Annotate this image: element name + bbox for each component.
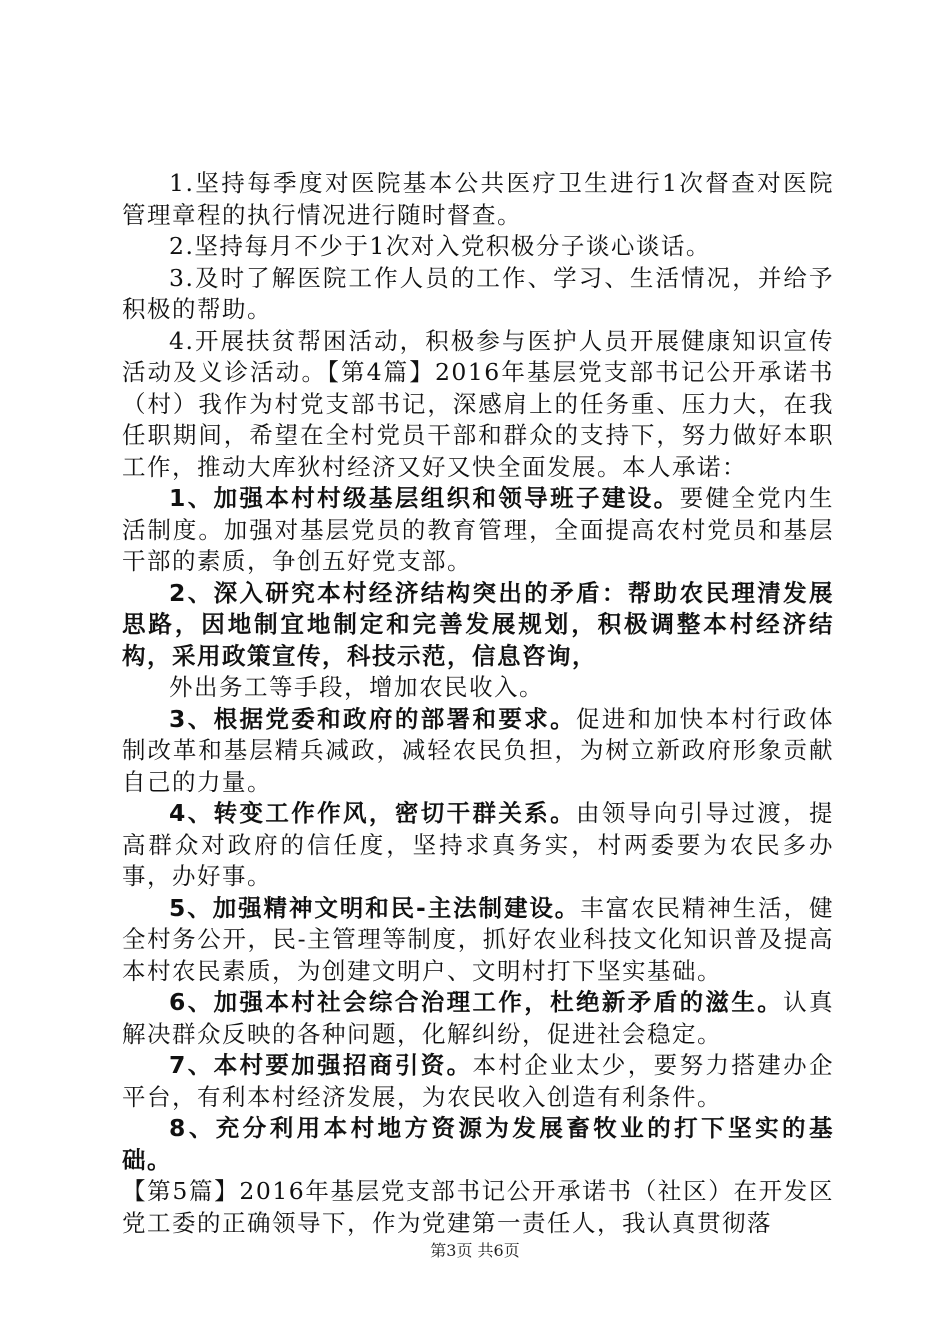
paragraph-heading: 4、转变工作作风，密切干群关系。 xyxy=(169,799,577,827)
paragraph-heading: 5、加强精神文明和民-主法制建设。 xyxy=(169,893,581,922)
paragraph xyxy=(122,704,834,799)
paragraph-text: 3.及时了解医院工作人员的工作、学习、生活情况，并给予积极的帮助。 xyxy=(122,263,834,323)
paragraph xyxy=(122,231,834,263)
paragraph-heading: 7、本村要加强招商引资。 xyxy=(169,1051,473,1079)
paragraph-text: 4.开展扶贫帮困活动，积极参与医护人员开展健康知识宣传活动及义诊活动。【第4篇】2016年基层党支部书记公开承诺书（村）我作为村党支部书记，深感肩上的任务重、压力大，在我任职期间，希望在全村党员干部和群众的支持下，努力做好本职工作，推动大库狄村经济又好又快全面发展。本人承诺： xyxy=(122,326,834,481)
paragraph-text: 2.坚持每月不少于1次对入党积极分子谈心谈话。 xyxy=(169,232,711,260)
paragraph xyxy=(122,263,834,326)
paragraph-heading: 6、加强本村社会综合治理工作，杜绝新矛盾的滋生。 xyxy=(169,988,784,1016)
paragraph xyxy=(122,672,834,704)
paragraph-text: 要健全党内生活制度。加强对基层党员的教育管理，全面提高农村党员和基层干部的素质，争创五好党支部。 xyxy=(122,484,835,575)
paragraph-text: 促进和加快本村行政体制改革和基层精兵减政，减轻农民负担，为树立新政府形象贡献自己的力量。 xyxy=(122,704,835,796)
paragraph-text: 由领导向引导过渡，提高群众对政府的信任度，坚持求真务实，村两委要为农民多办事，办好事。 xyxy=(122,799,835,890)
paragraph xyxy=(122,893,834,988)
paragraph-text: 丰富农民精神生活，健全村务公开，民-主管理等制度，抓好农业科技文化知识普及提高本村农民素质，为创建文明户、文明村打下坚实基础。 xyxy=(122,893,835,985)
paragraph-text: 外出务工等手段，增加农民收入。 xyxy=(169,673,544,701)
paragraph-heading: 3、根据党委和政府的部署和要求。 xyxy=(169,704,577,733)
paragraph-heading: 1、加强本村村级基层组织和领导班子建设。 xyxy=(169,484,680,512)
paragraph xyxy=(122,168,834,231)
paragraph xyxy=(122,987,834,1050)
paragraph-text: 【第5篇】2016年基层党支部书记公开承诺书（社区）在开发区党工委的正确领导下，作为党建第一责任人，我认真贯彻落 xyxy=(122,1177,834,1237)
paragraph-text: 1.坚持每季度对医院基本公共医疗卫生进行1次督查对医院管理章程的执行情况进行随时督查。 xyxy=(122,169,834,229)
page-footer: 第3页 共6页 xyxy=(430,1241,520,1260)
paragraph xyxy=(122,1113,834,1176)
paragraph xyxy=(122,326,834,484)
paragraph-heading: 8、充分利用本村地方资源为发展畜牧业的打下坚实的基础。 xyxy=(122,1114,834,1174)
document-body xyxy=(122,168,834,1239)
paragraph xyxy=(122,578,834,673)
paragraph-text: 认真解决群众反映的各种问题，化解纠纷，促进社会稳定。 xyxy=(122,988,834,1048)
paragraph xyxy=(122,798,834,893)
paragraph xyxy=(122,1050,834,1113)
paragraph-text: 本村企业太少，要努力搭建办企平台，有利本村经济发展，为农民收入创造有利条件。 xyxy=(122,1051,834,1111)
paragraph xyxy=(122,483,834,578)
paragraph xyxy=(122,1176,834,1239)
paragraph-heading: 2、深入研究本村经济结构突出的矛盾：帮助农民理清发展思路，因地制宜地制定和完善发展规划，积极调整本村经济结构，采用政策宣传，科技示范，信息咨询， xyxy=(122,578,834,670)
